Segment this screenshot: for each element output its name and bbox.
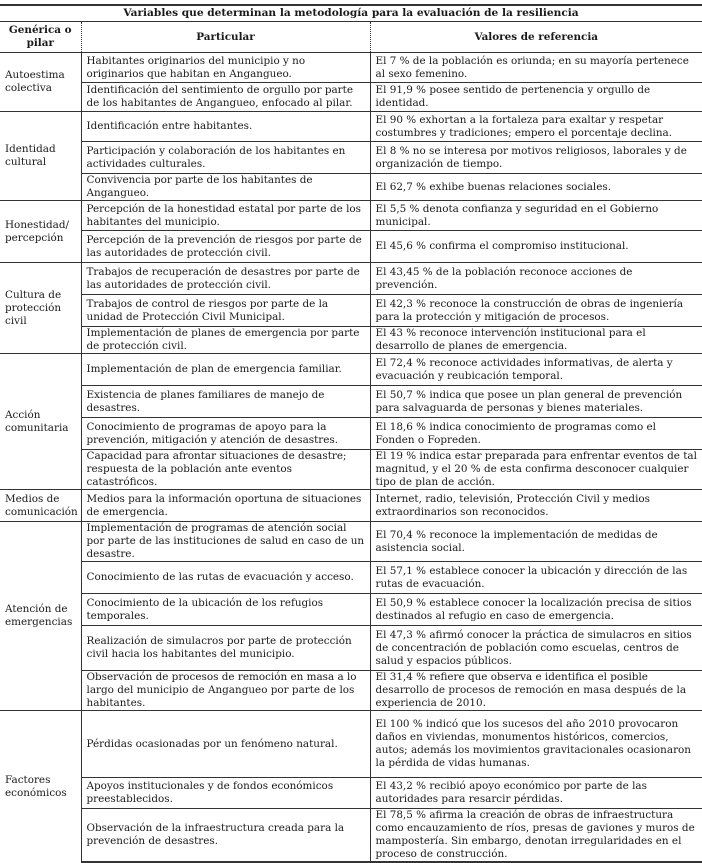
valor-cell: El 78,5 % afirma la creación de obras de infraestructura como encauzamiento de ríos, presas de gaviones y muros de mampostería. Sin embargo, denotan irregularidades en el proceso de construcción. [370, 809, 702, 863]
pilar-cell: Cultura de protección civil [0, 263, 81, 354]
table-title-row [0, 5, 702, 22]
pilar-cell: Honestidad/ percepción [0, 201, 81, 263]
valor-cell: El 57,1 % establece conocer la ubicación y dirección de las rutas de evacuación. [370, 562, 702, 594]
valor-cell: El 50,9 % establece conocer la localización precisa de sitios destinados al refugio en caso de emergencia. [370, 594, 702, 626]
table-row [0, 522, 702, 562]
table-row [0, 295, 702, 327]
particular-cell: Identificación del sentimiento de orgullo por parte de los habitantes de Angangueo, enfocado al pilar. [81, 83, 370, 112]
table-row [0, 354, 702, 386]
particular-cell: Medios para la información oportuna de situaciones de emergencia. [81, 490, 370, 522]
table-row [0, 562, 702, 594]
table-row [0, 711, 702, 778]
valor-cell: El 91,9 % posee sentido de pertenencia y orgullo de identidad. [370, 83, 702, 112]
valor-cell: El 43,2 % recibió apoyo económico por parte de las autoridades para resarcir pérdidas. [370, 778, 702, 809]
table-row [0, 201, 702, 231]
particular-cell: Participación y colaboración de los habitantes en actividades culturales. [81, 142, 370, 174]
table-title: Variables que determinan la metodología para la evaluación de la resiliencia [0, 5, 702, 22]
table-row [0, 142, 702, 174]
valor-cell: El 100 % indicó que los sucesos del año 2010 provocaron daños en viviendas, monumentos históricos, comercios, autos; además los movimientos gravitacionales ocasionaron la pérdida de vidas humanas. [370, 711, 702, 778]
valor-cell: El 18,6 % indica conocimiento de programas como el Fonden o Fopreden. [370, 418, 702, 450]
particular-cell: Implementación de planes de emergencia por parte de protección civil. [81, 327, 370, 354]
particular-cell: Convivencia por parte de los habitantes de Angangueo. [81, 174, 370, 201]
table-row [0, 112, 702, 142]
particular-cell: Implementación de programas de atención social por parte de las instituciones de salud en caso de un desastre. [81, 522, 370, 562]
particular-cell: Apoyos institucionales y de fondos económicos preestablecidos. [81, 778, 370, 809]
particular-cell: Existencia de planes familiares de manejo de desastres. [81, 386, 370, 418]
valor-cell: El 31,4 % refiere que observa e identifica el posible desarrollo de procesos de remoción en masa después de la experiencia de 2010. [370, 671, 702, 711]
particular-cell: Identificación entre habitantes. [81, 112, 370, 142]
valor-cell: El 5,5 % denota confianza y seguridad en el Gobierno municipal. [370, 201, 702, 231]
table-row [0, 490, 702, 522]
table-row [0, 778, 702, 809]
valor-cell: El 43 % reconoce intervención institucional para el desarrollo de planes de emergencia. [370, 327, 702, 354]
valor-cell: El 50,7 % indica que posee un plan general de prevención para salvaguarda de personas y bienes materiales. [370, 386, 702, 418]
particular-cell: Implementación de plan de emergencia familiar. [81, 354, 370, 386]
table-row [0, 83, 702, 112]
table-row [0, 231, 702, 263]
pilar-cell: Atención de emergencias [0, 522, 81, 711]
table-row [0, 53, 702, 83]
table-row [0, 809, 702, 863]
valor-cell: El 47,3 % afirmó conocer la práctica de simulacros en sitios de concentración de población como escuelas, centros de salud y espacios públicos. [370, 626, 702, 671]
particular-cell: Conocimiento de las rutas de evacuación y acceso. [81, 562, 370, 594]
particular-cell: Habitantes originarios del municipio y no originarios que habitan en Angangueo. [81, 53, 370, 83]
table-row [0, 626, 702, 671]
particular-cell: Conocimiento de programas de apoyo para la prevención, mitigación y atención de desastres. [81, 418, 370, 450]
particular-cell: Observación de procesos de remoción en masa a lo largo del municipio de Angangueo por parte de los habitantes. [81, 671, 370, 711]
valor-cell: El 43,45 % de la población reconoce acciones de prevención. [370, 263, 702, 295]
valor-cell: El 42,3 % reconoce la construcción de obras de ingeniería para la protección y mitigación de procesos. [370, 295, 702, 327]
valor-cell: El 62,7 % exhibe buenas relaciones sociales. [370, 174, 702, 201]
table-row [0, 174, 702, 201]
table-body [0, 53, 702, 863]
table-row [0, 671, 702, 711]
particular-cell: Observación de la infraestructura creada para la prevención de desastres. [81, 809, 370, 863]
valor-cell: El 45,6 % confirma el compromiso institucional. [370, 231, 702, 263]
table-row [0, 263, 702, 295]
particular-cell: Percepción de la honestidad estatal por parte de los habitantes del municipio. [81, 201, 370, 231]
header-valores: Valores de referencia [370, 22, 702, 53]
valor-cell: El 70,4 % reconoce la implementación de medidas de asistencia social. [370, 522, 702, 562]
particular-cell: Trabajos de recuperación de desastres por parte de las autoridades de protección civil. [81, 263, 370, 295]
header-particular: Particular [81, 22, 370, 53]
header-generica: Genérica o pilar [0, 22, 81, 53]
pilar-cell: Acción comunitaria [0, 354, 81, 490]
resilience-variables-table [0, 4, 702, 863]
valor-cell: El 90 % exhortan a la fortaleza para exaltar y respetar costumbres y tradiciones; empero el porcentaje declina. [370, 112, 702, 142]
valor-cell: El 8 % no se interesa por motivos religiosos, laborales y de organización de tiempo. [370, 142, 702, 174]
particular-cell: Pérdidas ocasionadas por un fenómeno natural. [81, 711, 370, 778]
table-header-row [0, 22, 702, 53]
valor-cell: El 7 % de la población es oriunda; en su mayoría pertenece al sexo femenino. [370, 53, 702, 83]
pilar-cell: Factores económicos [0, 711, 81, 863]
particular-cell: Capacidad para afrontar situaciones de desastre; respuesta de la población ante eventos catastróficos. [81, 450, 370, 490]
table-row [0, 594, 702, 626]
valor-cell: Internet, radio, televisión, Protección Civil y medios extraordinarios son reconocidos. [370, 490, 702, 522]
particular-cell: Realización de simulacros por parte de protección civil hacia los habitantes del municipio. [81, 626, 370, 671]
valor-cell: El 72,4 % reconoce actividades informativas, de alerta y evacuación y reubicación temporal. [370, 354, 702, 386]
pilar-cell: Autoestima colectiva [0, 53, 81, 112]
table-row [0, 327, 702, 354]
particular-cell: Percepción de la prevención de riesgos por parte de las autoridades de protección civil. [81, 231, 370, 263]
particular-cell: Trabajos de control de riesgos por parte de la unidad de Protección Civil Municipal. [81, 295, 370, 327]
table-row [0, 418, 702, 450]
table-row [0, 386, 702, 418]
particular-cell: Conocimiento de la ubicación de los refugios temporales. [81, 594, 370, 626]
table-row [0, 450, 702, 490]
pilar-cell: Identidad cultural [0, 112, 81, 201]
resilience-table-container [0, 4, 702, 863]
valor-cell: El 19 % indica estar preparada para enfrentar eventos de tal magnitud, y el 20 % de esta confirma desconocer cualquier tipo de plan de acción. [370, 450, 702, 490]
pilar-cell: Medios de comunicación [0, 490, 81, 522]
